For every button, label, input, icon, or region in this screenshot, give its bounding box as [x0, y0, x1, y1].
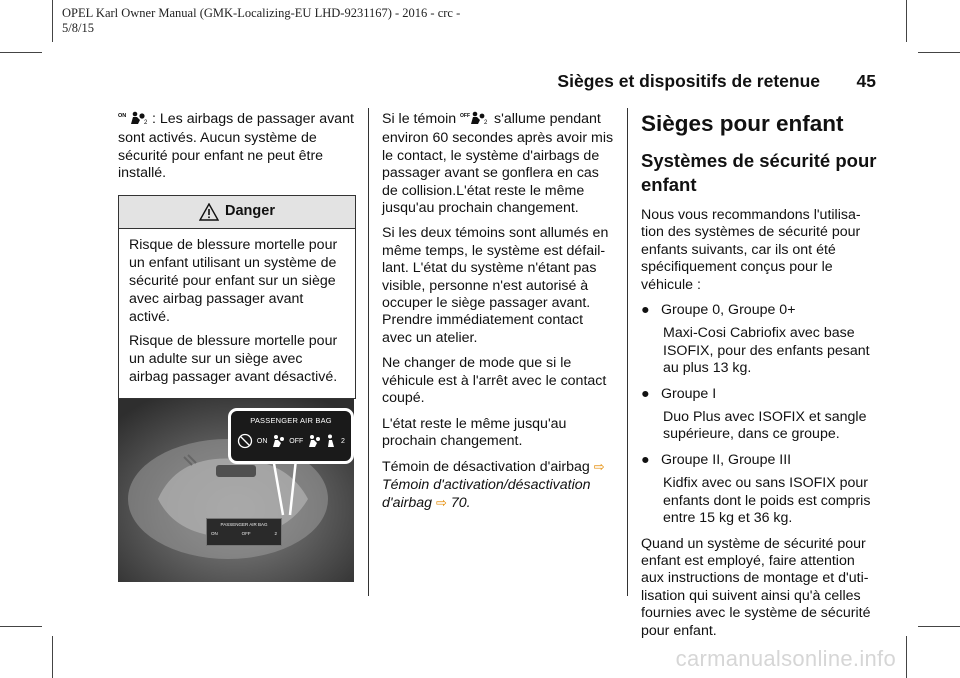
list-item-description: Maxi-Cosi Cabriofix avec base ISOFIX, pour des enfants pesant au plus 13 kg. — [663, 325, 870, 377]
airbag-off-prefix: Si le témoin — [382, 111, 457, 127]
chapter-heading: Sièges pour enfant — [641, 111, 844, 136]
list-item-description: Kidfix avec ou sans ISOFIX pour enfants dont le poids est compris entre 15 kg et 36 kg. — [663, 475, 871, 527]
panel-on-label: ON — [211, 531, 218, 536]
change-mode-paragraph: Ne changer de mode que si le véhicule est à l'arrêt avec le contact coupé. — [382, 355, 607, 407]
column-2 — [382, 111, 616, 521]
crop-mark — [52, 0, 53, 42]
danger-paragraph-2: Risque de blessure mortelle pour un adulte sur un siège avec airbag passager avant désactivé. — [129, 332, 338, 385]
svg-text:OFF: OFF — [460, 113, 471, 119]
meta-line-2: 5/8/15 — [62, 21, 94, 35]
svg-text:ON: ON — [118, 113, 127, 119]
passenger-airbag-off-icon — [307, 434, 321, 448]
list-item-description: Duo Plus avec ISOFIX et sangle supérieure, dans ce groupe. — [663, 409, 867, 443]
list-item — [641, 452, 879, 469]
callout-on-label: ON — [256, 437, 268, 445]
airbag-off-indicator-icon — [460, 111, 490, 130]
crop-mark — [918, 52, 960, 53]
danger-box — [118, 195, 356, 399]
bullet-icon: ● — [641, 302, 650, 319]
bullet-icon: ● — [641, 451, 650, 468]
airbag-panel-callout — [228, 408, 354, 464]
danger-body — [119, 229, 355, 398]
callout-row — [237, 433, 345, 449]
both-lights-paragraph: Si les deux témoins sont allumés en même temps, le système est défail-lant. L'état du système n'étant pas visible, personne n'est autorisé à occuper le siège passager avant. Prendre immédiatement contact avec un atelier. — [382, 225, 609, 346]
subsection-heading: Systèmes de sécurité pour enfant — [641, 150, 877, 195]
svg-text:2: 2 — [144, 120, 148, 125]
callout-title: PASSENGER AIR BAG — [250, 416, 332, 425]
crop-mark — [918, 626, 960, 627]
list-item-label: Groupe I — [661, 385, 717, 402]
seated-passenger-icon — [325, 434, 337, 448]
crop-mark — [52, 636, 53, 678]
crop-mark — [0, 52, 42, 53]
danger-title: Danger — [225, 202, 275, 219]
column-divider — [368, 108, 369, 596]
airbag-status-panel — [206, 518, 282, 546]
list-item — [641, 302, 879, 319]
no-airbag-icon — [237, 433, 253, 449]
warning-triangle-icon — [199, 203, 219, 221]
passenger-airbag-icon — [271, 434, 285, 448]
danger-header — [119, 196, 355, 229]
panel-num-label: 2 — [274, 531, 277, 536]
document-meta — [62, 6, 522, 36]
panel-row — [211, 531, 277, 536]
airbag-on-text: : Les airbags de passager avant sont activés. Aucun système de sécurité pour enfant ne peut être installé. — [118, 111, 354, 182]
column-3 — [641, 111, 879, 648]
list-item-label: Groupe II, Groupe III — [661, 451, 792, 468]
airbag-off-text: s'allume pendant environ 60 secondes après avoir mis le contact, le système d'airbags de passager avant se gonflera en cas de collision.L'état reste le même jusqu'au prochain changement. — [382, 111, 614, 217]
section-title: Sièges et dispositifs de retenue — [557, 71, 820, 91]
page-number: 45 — [856, 71, 876, 91]
airbag-on-indicator-icon — [118, 111, 152, 130]
reference-page[interactable]: 70. — [450, 495, 471, 512]
state-paragraph: L'état reste le même jusqu'au prochain changement. — [382, 415, 567, 449]
svg-text:2: 2 — [484, 120, 488, 125]
crop-mark — [0, 626, 42, 627]
reference-paragraph — [382, 458, 616, 512]
page-reference-icon: ⇨ — [593, 459, 605, 475]
airbag-on-paragraph — [118, 111, 358, 183]
intro-paragraph: Nous vous recommandons l'utilisa-tion des systèmes de sécurité pour enfants suivants, car ils ont été spécifiquement conçus pour le véhicule : — [641, 207, 861, 293]
list-item-label: Groupe 0, Groupe 0+ — [661, 302, 796, 319]
crop-mark — [906, 0, 907, 42]
page-reference-icon: ⇨ — [436, 495, 447, 511]
reference-text: Témoin de désactivation d'airbag — [382, 459, 590, 476]
watermark: carmanualsonline.info — [675, 646, 896, 671]
crop-mark — [906, 636, 907, 678]
outro-paragraph: Quand un système de sécurité pour enfant est employé, faire attention aux instructions de montage et d'uti-lisation qui suivent ainsi qu'à celles fournies avec le système de sécurité pour enfant. — [641, 535, 871, 639]
callout-num-label: 2 — [341, 437, 345, 445]
reference-link[interactable]: Témoin d'activation/désactivation d'airbag — [382, 476, 591, 512]
callout-off-label: OFF — [289, 437, 304, 445]
danger-paragraph-1: Risque de blessure mortelle pour un enfant utilisant un système de sécurité pour enfant sur un siège avec airbag passager avant activé. — [129, 236, 338, 325]
panel-title: PASSENGER AIR BAG — [220, 522, 268, 527]
bullet-icon: ● — [641, 385, 650, 402]
list-item — [641, 386, 879, 403]
column-divider — [627, 108, 628, 596]
airbag-off-paragraph — [382, 111, 616, 217]
meta-line-1: OPEL Karl Owner Manual (GMK-Localizing-EU LHD-9231167) - 2016 - crc - — [62, 6, 461, 20]
panel-off-label: OFF — [241, 531, 251, 536]
column-1 — [118, 111, 358, 399]
